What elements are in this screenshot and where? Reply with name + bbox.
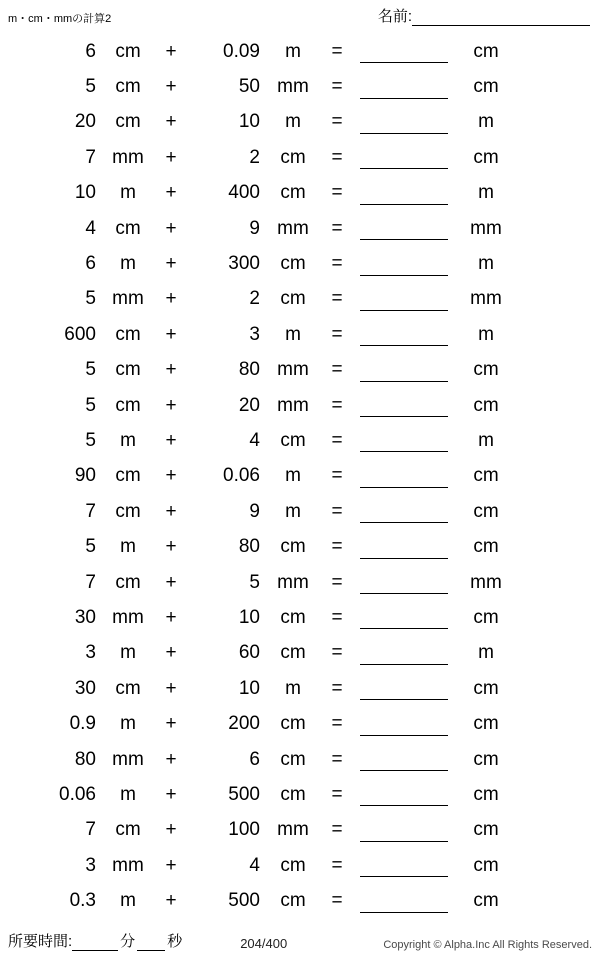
answer-line[interactable]	[360, 359, 448, 382]
answer-line[interactable]	[360, 394, 448, 417]
answer-blank[interactable]	[352, 76, 456, 99]
problem-row	[10, 459, 590, 494]
problem-operator: +	[165, 288, 177, 310]
answer-unit: cm	[473, 359, 499, 381]
problem-unit-2: mm	[277, 76, 309, 98]
problem-row	[10, 211, 590, 246]
problem-operand-1: 5	[85, 359, 96, 381]
problem-unit-2: cm	[280, 536, 306, 558]
answer-unit: mm	[470, 571, 502, 593]
problem-unit-2: mm	[277, 359, 309, 381]
problem-operand-2: 10	[238, 606, 260, 628]
problem-row	[10, 742, 590, 777]
problem-row	[10, 176, 590, 211]
problem-unit-1: m	[120, 783, 136, 805]
problem-operator: +	[165, 182, 177, 204]
problem-operand-1: 0.06	[59, 783, 96, 805]
problem-row	[10, 777, 590, 812]
answer-blank[interactable]	[352, 677, 456, 700]
problem-unit-2: m	[285, 40, 301, 62]
problem-operand-1: 80	[74, 748, 96, 770]
problem-unit-2: cm	[280, 783, 306, 805]
answer-unit: cm	[473, 890, 499, 912]
problem-operand-1: 6	[85, 253, 96, 275]
problem-operand-2: 500	[228, 783, 260, 805]
problem-unit-2: cm	[280, 288, 306, 310]
answer-blank[interactable]	[352, 217, 456, 240]
problem-operator: +	[165, 111, 177, 133]
problem-row	[10, 353, 590, 388]
answer-blank[interactable]	[352, 288, 456, 311]
problem-operator: +	[165, 783, 177, 805]
equals-sign: =	[331, 394, 343, 416]
time-record-area	[8, 930, 184, 951]
answer-line[interactable]	[360, 253, 448, 276]
problem-row	[10, 246, 590, 281]
answer-blank[interactable]	[352, 429, 456, 452]
equals-sign: =	[331, 642, 343, 664]
problem-row	[10, 565, 590, 600]
answer-unit: mm	[470, 288, 502, 310]
problem-operand-1: 7	[85, 819, 96, 841]
problem-operand-2: 5	[249, 571, 260, 593]
problem-operator: +	[165, 890, 177, 912]
problem-operand-2: 3	[249, 323, 260, 345]
minutes-unit-label: 分	[120, 933, 136, 950]
problem-operator: +	[165, 677, 177, 699]
problem-unit-2: m	[285, 465, 301, 487]
problem-unit-1: m	[120, 429, 136, 451]
problem-unit-1: cm	[115, 571, 141, 593]
problem-unit-1: m	[120, 253, 136, 275]
problem-operand-2: 2	[249, 288, 260, 310]
problem-list	[0, 34, 600, 919]
answer-blank[interactable]	[352, 713, 456, 736]
problem-operand-1: 5	[85, 429, 96, 451]
answer-unit: cm	[473, 748, 499, 770]
problem-unit-1: cm	[115, 819, 141, 841]
problem-operator: +	[165, 642, 177, 664]
problem-operand-1: 90	[74, 465, 96, 487]
problem-row	[10, 671, 590, 706]
problem-row	[10, 848, 590, 883]
equals-sign: =	[331, 253, 343, 275]
problem-unit-1: cm	[115, 217, 141, 239]
problem-operand-1: 5	[85, 536, 96, 558]
problem-unit-1: m	[120, 642, 136, 664]
answer-line[interactable]	[360, 713, 448, 736]
answer-line[interactable]	[360, 76, 448, 99]
answer-blank[interactable]	[352, 536, 456, 559]
answer-blank[interactable]	[352, 359, 456, 382]
answer-blank[interactable]	[352, 748, 456, 771]
answer-unit: cm	[473, 536, 499, 558]
problem-unit-2: cm	[280, 642, 306, 664]
problem-row	[10, 600, 590, 635]
problem-operand-1: 7	[85, 571, 96, 593]
answer-unit: m	[478, 111, 494, 133]
copyright-notice: Copyright © Alpha.Inc All Rights Reserved.	[383, 939, 592, 951]
name-input-line[interactable]	[412, 9, 590, 26]
answer-unit: cm	[473, 76, 499, 98]
problem-operand-1: 3	[85, 642, 96, 664]
seconds-input-line[interactable]	[137, 935, 165, 951]
problem-row	[10, 317, 590, 352]
problem-operand-1: 6	[85, 40, 96, 62]
answer-line[interactable]	[360, 536, 448, 559]
problem-unit-1: mm	[112, 146, 144, 168]
name-label: 名前:	[377, 8, 412, 25]
answer-unit: cm	[473, 606, 499, 628]
answer-unit: cm	[473, 500, 499, 522]
problem-operand-2: 0.09	[223, 40, 260, 62]
equals-sign: =	[331, 677, 343, 699]
equals-sign: =	[331, 854, 343, 876]
problem-unit-1: cm	[115, 500, 141, 522]
answer-line[interactable]	[360, 40, 448, 63]
equals-sign: =	[331, 182, 343, 204]
problem-unit-1: cm	[115, 394, 141, 416]
problem-row	[10, 706, 590, 741]
problem-unit-1: mm	[112, 748, 144, 770]
answer-line[interactable]	[360, 606, 448, 629]
equals-sign: =	[331, 217, 343, 239]
problem-unit-2: cm	[280, 253, 306, 275]
answer-unit: cm	[473, 465, 499, 487]
problem-unit-2: cm	[280, 713, 306, 735]
answer-unit: cm	[473, 146, 499, 168]
answer-blank[interactable]	[352, 40, 456, 63]
name-field-area	[378, 5, 590, 26]
answer-unit: cm	[473, 713, 499, 735]
problem-operand-2: 4	[249, 854, 260, 876]
problem-operator: +	[165, 76, 177, 98]
problem-unit-1: cm	[115, 323, 141, 345]
problem-operand-2: 300	[228, 253, 260, 275]
answer-unit: cm	[473, 783, 499, 805]
problem-operator: +	[165, 253, 177, 275]
problem-operand-1: 0.3	[69, 890, 96, 912]
answer-blank[interactable]	[352, 571, 456, 594]
problem-operand-1: 5	[85, 288, 96, 310]
answer-line[interactable]	[360, 677, 448, 700]
problem-unit-2: m	[285, 677, 301, 699]
equals-sign: =	[331, 146, 343, 168]
answer-blank[interactable]	[352, 146, 456, 169]
problem-row	[10, 883, 590, 918]
problem-operator: +	[165, 748, 177, 770]
answer-blank[interactable]	[352, 819, 456, 842]
problem-operator: +	[165, 713, 177, 735]
problem-operand-2: 4	[249, 429, 260, 451]
answer-line[interactable]	[360, 854, 448, 877]
problem-unit-2: m	[285, 323, 301, 345]
problem-unit-1: cm	[115, 465, 141, 487]
problem-operand-2: 200	[228, 713, 260, 735]
problem-unit-2: cm	[280, 748, 306, 770]
problem-operand-1: 5	[85, 394, 96, 416]
equals-sign: =	[331, 359, 343, 381]
answer-blank[interactable]	[352, 323, 456, 346]
answer-blank[interactable]	[352, 642, 456, 665]
answer-unit: cm	[473, 677, 499, 699]
answer-line[interactable]	[360, 111, 448, 134]
answer-blank[interactable]	[352, 500, 456, 523]
answer-unit: m	[478, 642, 494, 664]
answer-blank[interactable]	[352, 854, 456, 877]
problem-unit-2: mm	[277, 394, 309, 416]
problem-operand-2: 9	[249, 217, 260, 239]
answer-unit: cm	[473, 40, 499, 62]
equals-sign: =	[331, 536, 343, 558]
answer-line[interactable]	[360, 288, 448, 311]
problem-unit-1: mm	[112, 288, 144, 310]
problem-operand-1: 30	[74, 677, 96, 699]
problem-unit-2: cm	[280, 890, 306, 912]
problem-row	[10, 423, 590, 458]
problem-operator: +	[165, 323, 177, 345]
answer-line[interactable]	[360, 465, 448, 488]
equals-sign: =	[331, 429, 343, 451]
problem-operand-2: 80	[238, 536, 260, 558]
answer-unit: cm	[473, 854, 499, 876]
problem-operand-2: 10	[238, 677, 260, 699]
answer-line[interactable]	[360, 323, 448, 346]
equals-sign: =	[331, 606, 343, 628]
problem-unit-2: cm	[280, 146, 306, 168]
problem-unit-2: mm	[277, 571, 309, 593]
problem-operand-1: 4	[85, 217, 96, 239]
problem-unit-2: m	[285, 111, 301, 133]
equals-sign: =	[331, 465, 343, 487]
problem-operand-2: 6	[249, 748, 260, 770]
problem-unit-2: cm	[280, 182, 306, 204]
answer-blank[interactable]	[352, 111, 456, 134]
problem-unit-2: cm	[280, 854, 306, 876]
problem-operand-2: 60	[238, 642, 260, 664]
problem-operand-1: 5	[85, 76, 96, 98]
page-footer	[0, 930, 600, 951]
problem-unit-2: cm	[280, 606, 306, 628]
answer-line[interactable]	[360, 783, 448, 806]
problem-operand-2: 80	[238, 359, 260, 381]
problem-operator: +	[165, 571, 177, 593]
problem-operand-2: 400	[228, 182, 260, 204]
time-label: 所要時間:	[8, 933, 73, 950]
answer-blank[interactable]	[352, 465, 456, 488]
equals-sign: =	[331, 713, 343, 735]
problem-operator: +	[165, 217, 177, 239]
problem-unit-1: cm	[115, 111, 141, 133]
problem-operator: +	[165, 40, 177, 62]
problem-row	[10, 529, 590, 564]
problem-operand-1: 30	[74, 606, 96, 628]
problem-row	[10, 140, 590, 175]
answer-unit: m	[478, 429, 494, 451]
problem-operator: +	[165, 819, 177, 841]
problem-unit-2: cm	[280, 429, 306, 451]
problem-operator: +	[165, 465, 177, 487]
answer-line[interactable]	[360, 146, 448, 169]
answer-line[interactable]	[360, 500, 448, 523]
answer-line[interactable]	[360, 429, 448, 452]
problem-unit-1: mm	[112, 606, 144, 628]
equals-sign: =	[331, 819, 343, 841]
equals-sign: =	[331, 890, 343, 912]
problem-operator: +	[165, 146, 177, 168]
answer-unit: mm	[470, 217, 502, 239]
problem-operator: +	[165, 359, 177, 381]
answer-line[interactable]	[360, 890, 448, 913]
problem-operand-2: 2	[249, 146, 260, 168]
problem-unit-1: cm	[115, 76, 141, 98]
problem-operand-2: 9	[249, 500, 260, 522]
problem-operand-2: 50	[238, 76, 260, 98]
problem-row	[10, 69, 590, 104]
problem-row	[10, 388, 590, 423]
problem-unit-1: cm	[115, 677, 141, 699]
problem-unit-1: cm	[115, 40, 141, 62]
answer-blank[interactable]	[352, 253, 456, 276]
page-header	[0, 0, 600, 26]
problem-operator: +	[165, 500, 177, 522]
problem-unit-1: m	[120, 890, 136, 912]
answer-line[interactable]	[360, 217, 448, 240]
equals-sign: =	[331, 40, 343, 62]
problem-operator: +	[165, 606, 177, 628]
problem-operand-2: 20	[238, 394, 260, 416]
answer-line[interactable]	[360, 571, 448, 594]
problem-operator: +	[165, 854, 177, 876]
answer-unit: cm	[473, 819, 499, 841]
problem-operand-1: 10	[74, 182, 96, 204]
problem-operand-2: 100	[228, 819, 260, 841]
problem-row	[10, 282, 590, 317]
problem-unit-2: mm	[277, 819, 309, 841]
equals-sign: =	[331, 500, 343, 522]
equals-sign: =	[331, 288, 343, 310]
answer-blank[interactable]	[352, 890, 456, 913]
answer-line[interactable]	[360, 182, 448, 205]
answer-blank[interactable]	[352, 394, 456, 417]
problem-operand-1: 20	[74, 111, 96, 133]
answer-line[interactable]	[360, 819, 448, 842]
problem-operand-2: 10	[238, 111, 260, 133]
problem-operand-1: 7	[85, 500, 96, 522]
equals-sign: =	[331, 748, 343, 770]
problem-operand-1: 0.9	[69, 713, 96, 735]
equals-sign: =	[331, 111, 343, 133]
equals-sign: =	[331, 571, 343, 593]
problem-row	[10, 813, 590, 848]
problem-row	[10, 34, 590, 69]
answer-line[interactable]	[360, 642, 448, 665]
problem-operator: +	[165, 536, 177, 558]
problem-unit-1: m	[120, 182, 136, 204]
answer-blank[interactable]	[352, 783, 456, 806]
problem-operand-1: 7	[85, 146, 96, 168]
problem-operand-1: 3	[85, 854, 96, 876]
answer-unit: m	[478, 182, 494, 204]
answer-unit: m	[478, 253, 494, 275]
problem-unit-1: cm	[115, 359, 141, 381]
problem-operand-2: 0.06	[223, 465, 260, 487]
answer-unit: cm	[473, 394, 499, 416]
problem-operand-2: 500	[228, 890, 260, 912]
answer-unit: m	[478, 323, 494, 345]
page-title: m・cm・mmの計算2	[8, 13, 112, 25]
equals-sign: =	[331, 323, 343, 345]
answer-blank[interactable]	[352, 182, 456, 205]
problem-operator: +	[165, 394, 177, 416]
equals-sign: =	[331, 783, 343, 805]
answer-blank[interactable]	[352, 606, 456, 629]
problem-unit-1: mm	[112, 854, 144, 876]
problem-unit-1: m	[120, 536, 136, 558]
problem-row	[10, 494, 590, 529]
seconds-unit-label: 秒	[167, 933, 183, 950]
problem-unit-2: mm	[277, 217, 309, 239]
equals-sign: =	[331, 76, 343, 98]
problem-row	[10, 105, 590, 140]
problem-operand-1: 600	[64, 323, 96, 345]
answer-line[interactable]	[360, 748, 448, 771]
problem-unit-2: m	[285, 500, 301, 522]
problem-row	[10, 636, 590, 671]
page-code: 204/400	[240, 936, 288, 951]
problem-unit-1: m	[120, 713, 136, 735]
problem-operator: +	[165, 429, 177, 451]
minutes-input-line[interactable]	[72, 935, 118, 951]
